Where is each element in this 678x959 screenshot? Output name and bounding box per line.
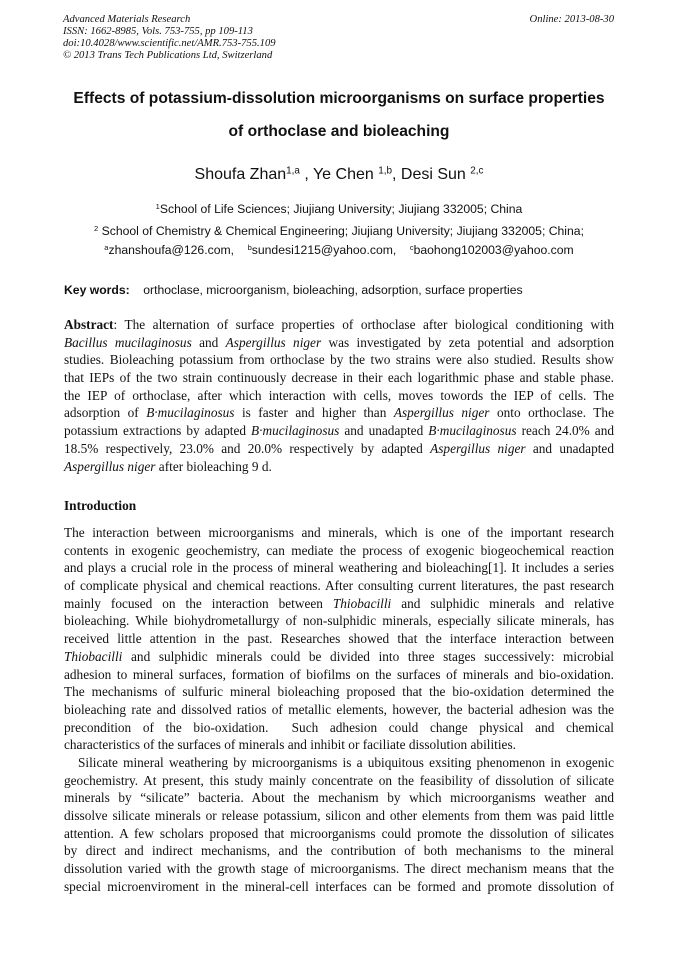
keywords-label: Key words: bbox=[64, 283, 130, 297]
text-line bbox=[64, 807, 614, 825]
text-line bbox=[64, 701, 614, 719]
text-run: geochemistry. At present, this study mainly concentrate on the feasibility of dissolution of silicate bbox=[64, 772, 614, 788]
text-run: minerals by “silicate” bacteria. About the mechanism by which microorganisms weather and bbox=[64, 790, 614, 806]
text-line bbox=[64, 404, 614, 422]
text-line bbox=[64, 440, 614, 458]
text-run: and bbox=[191, 334, 226, 350]
introduction-body bbox=[64, 524, 614, 895]
text-line bbox=[64, 754, 614, 772]
text-run: reach 24.0% and bbox=[516, 423, 614, 439]
italic-term: Aspergillus niger bbox=[225, 334, 322, 350]
italic-term: B·mucilaginosus bbox=[146, 405, 235, 421]
authors bbox=[40, 166, 638, 184]
affiliation-sup: 2 bbox=[94, 223, 99, 233]
abstract bbox=[64, 316, 614, 475]
text-run: mainly focused on the interaction between bbox=[64, 595, 333, 611]
text-line bbox=[64, 789, 614, 807]
email-sup: a bbox=[104, 242, 109, 252]
text-line bbox=[64, 860, 614, 878]
affiliation-sup: 1 bbox=[155, 201, 160, 211]
text-line bbox=[64, 736, 614, 754]
author-sup: 2,c bbox=[470, 165, 484, 177]
text-run: dissolution varied with the growth stage of microorganisms. The direct mechanism means that the bbox=[64, 861, 614, 877]
email-sup: c bbox=[409, 242, 414, 252]
text-line bbox=[64, 422, 614, 440]
text-run: contents in exogenic geochemistry, can mediate the process of exogenic biogeochemical reaction bbox=[64, 542, 614, 558]
email-link[interactable]: sundesi1215@yahoo.com, bbox=[251, 243, 397, 257]
italic-term: Aspergillus niger bbox=[430, 440, 526, 456]
introduction-heading: Introduction bbox=[64, 498, 137, 513]
author-name: Desi Sun bbox=[400, 166, 471, 183]
text-run: characteristics of the surfaces of minerals and inhibit or faciliate dissolution abilities. bbox=[64, 737, 516, 753]
affiliation-text: School of Chemistry & Chemical Engineering; Jiujiang University; Jiujiang 332005; China; bbox=[98, 224, 584, 238]
paper-title-line-2: of orthoclase and bioleaching bbox=[228, 123, 450, 140]
email-link[interactable]: baohong102003@yahoo.com bbox=[413, 243, 574, 257]
text-run: onto orthoclase. The bbox=[489, 405, 614, 421]
author-sup: 1,a bbox=[286, 165, 300, 177]
paragraph bbox=[64, 754, 614, 896]
text-line bbox=[64, 387, 614, 405]
text-run: is faster and higher than bbox=[234, 405, 394, 421]
text-line bbox=[64, 316, 614, 334]
text-line bbox=[64, 630, 614, 648]
text-line bbox=[64, 648, 614, 666]
text-run: and unadapted bbox=[339, 423, 429, 439]
text-run: 18.5% respectively, 23.0% and 20.0% respectively by adapted bbox=[64, 440, 431, 456]
separator: , bbox=[392, 166, 401, 183]
text-run: and sulphidic minerals could be divided into three stages successively: microbial bbox=[122, 648, 614, 664]
text-line bbox=[64, 458, 614, 476]
text-run: adsorption of bbox=[64, 405, 147, 421]
italic-term: B·mucilaginosus bbox=[251, 423, 340, 439]
keywords-text: orthoclase, microorganism, bioleaching, adsorption, surface properties bbox=[143, 283, 523, 297]
bold-label: Abstract bbox=[64, 317, 114, 332]
journal-name: Advanced Materials Research bbox=[63, 14, 191, 25]
italic-term: Bacillus mucilaginosus bbox=[64, 334, 192, 350]
text-line bbox=[64, 719, 614, 737]
text-run: : The alternation of surface properties of orthoclase after biological conditioning with bbox=[113, 317, 614, 332]
text-run: The mechanisms of sulfuric mineral bioleaching proposed that the bio-oxidation determined the bbox=[64, 684, 614, 700]
text-run: received little attention in the past. Researches showed that the interface interaction between bbox=[64, 631, 614, 647]
text-run: of complicate physical and chemical reactions. After consulting current literatures, the past research bbox=[64, 578, 614, 594]
affiliation-1 bbox=[40, 202, 638, 216]
affiliation-2 bbox=[40, 224, 638, 238]
text-line bbox=[64, 559, 614, 577]
text-run: bioleaching rate and dissolved ratios of metallic elements, however, the bacterial adhesion was the bbox=[64, 701, 614, 717]
doi: doi:10.4028/www.scientific.net/AMR.753-755.109 bbox=[63, 38, 276, 49]
email-sup: b bbox=[247, 242, 252, 252]
affiliation-text: School of Life Sciences; Jiujiang University; Jiujiang 332005; China bbox=[159, 202, 523, 216]
copyright: © 2013 Trans Tech Publications Ltd, Switzerland bbox=[63, 50, 273, 61]
text-run: studies. Bioleaching potassium from orthoclase by the two strains were also studied. Results show bbox=[64, 352, 614, 368]
text-run: bioleaching. While biohydrometallurgy of non-sulphidic minerals, especially silicate minerals, has bbox=[64, 613, 614, 629]
italic-term: Aspergillus niger bbox=[64, 458, 156, 474]
text-line bbox=[64, 772, 614, 790]
text-run: attention. A few scholars proposed that microorganisms could promote the dissolution of silicates bbox=[64, 825, 614, 841]
text-line bbox=[64, 683, 614, 701]
italic-term: Thiobacilli bbox=[332, 595, 392, 611]
text-run: Silicate mineral weathering by microorganisms is a ubiquitous exsiting phenomenon in exogenic bbox=[78, 754, 614, 770]
text-line bbox=[64, 542, 614, 560]
issn: ISSN: 1662-8985, Vols. 753-755, pp 109-113 bbox=[63, 26, 253, 37]
paragraph bbox=[64, 524, 614, 754]
text-run: by direct and indirect mechanisms, and the contribution of both mechanisms to the mineral bbox=[64, 843, 614, 859]
text-line bbox=[64, 825, 614, 843]
author-sup: 1,b bbox=[378, 165, 392, 177]
text-line bbox=[64, 351, 614, 369]
text-run: adhesion to mineral surfaces, formation of biofilms on the surfaces of minerals and bio-oxidation. bbox=[64, 666, 614, 682]
text-run: dissolve silicate minerals or release potassium, silicon and other elements from them was paid little bbox=[64, 808, 614, 823]
text-run: precondition of the bio-oxidation. Such adhesion could change physical and chemical bbox=[64, 719, 614, 735]
online-date: Online: 2013-08-30 bbox=[529, 14, 614, 25]
italic-term: B·mucilaginosus bbox=[428, 423, 517, 439]
keywords bbox=[64, 283, 523, 297]
text-line bbox=[64, 577, 614, 595]
emails bbox=[40, 243, 638, 257]
italic-term: Aspergillus niger bbox=[393, 405, 490, 421]
text-run: that IEPs of the two strain continuously decrease in their each logarithmic phase and stable phase. bbox=[64, 370, 614, 386]
text-line bbox=[64, 369, 614, 387]
text-run: special microenviroment in the mineral-cell interfaces can be formed and promote dissolution of bbox=[64, 878, 614, 894]
author-name: Shoufa Zhan bbox=[194, 166, 287, 183]
journal-header bbox=[63, 14, 276, 62]
author-name: Ye Chen bbox=[312, 166, 379, 183]
paper-title-line-1: Effects of potassium-dissolution microorganisms on surface properties bbox=[73, 90, 605, 107]
text-line bbox=[64, 612, 614, 630]
text-run: and plays a crucial role in the process of mineral weathering and bioleaching[1]. It includes a series bbox=[64, 560, 614, 576]
text-line bbox=[64, 878, 614, 896]
text-line bbox=[64, 524, 614, 542]
text-line bbox=[64, 334, 614, 352]
text-run: was investigated by zeta potential and adsorption bbox=[321, 334, 614, 350]
text-run: and sulphidic minerals and relative bbox=[391, 595, 614, 611]
text-line bbox=[64, 595, 614, 613]
text-run: the IEP of orthoclase, after which interaction with cells, moves towords the IEP of cells. The bbox=[64, 387, 614, 403]
text-run: potassium extractions by adapted bbox=[64, 423, 252, 439]
text-run: and unadapted bbox=[525, 440, 614, 456]
separator: , bbox=[299, 166, 313, 183]
text-run: after bioleaching 9 d. bbox=[155, 458, 272, 474]
email-link[interactable]: zhanshoufa@126.com, bbox=[108, 243, 235, 257]
italic-term: Thiobacilli bbox=[64, 648, 123, 664]
text-line bbox=[64, 666, 614, 684]
text-line bbox=[64, 842, 614, 860]
text-run: The interaction between microorganisms and minerals, which is one of the important research bbox=[64, 525, 614, 540]
